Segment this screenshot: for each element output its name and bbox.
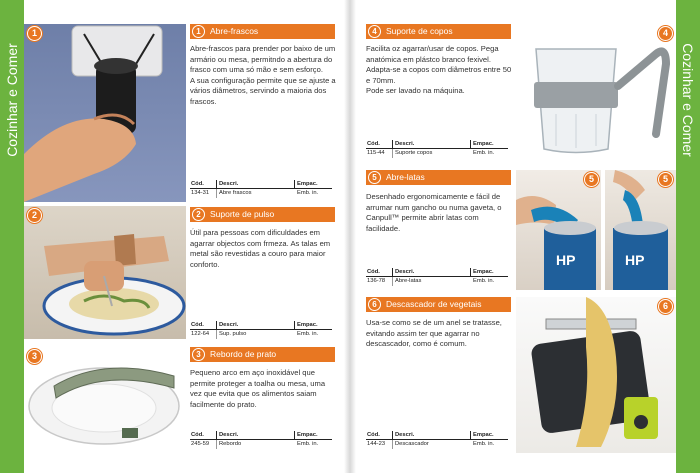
code-table [366,268,508,286]
photo-cup-holder [516,24,676,164]
col-cod: Cód. [366,431,393,439]
photo-badge: 4 [658,26,673,41]
cell-descr: Sup. pulso [219,331,247,337]
code-table [190,180,332,198]
cell-empac: Emb. in. [473,441,495,447]
col-empac: Empac. [297,181,318,187]
col-cod: Cód. [366,140,393,148]
item-number: 4 [368,25,381,38]
item-header [366,297,511,312]
svg-text:HP: HP [625,252,645,268]
section-tab-left [0,0,24,473]
item-number: 6 [368,298,381,311]
photo-wrist-support [24,206,186,339]
section-tab-label: Cozinhar e Comer [680,43,696,157]
cell-cod: 245-59 [190,440,217,449]
section-tab-label: Cozinhar e Comer [4,43,20,157]
item-description: Abre-frascos para prender por baixo de um armário ou mesa, permitndo a abertura do frasco com uma só mão e sem esforço. A sua configuração permite que se ajuste a vários diâmetros, servindo a maioria dos frascos. [190,44,336,106]
col-descr: Descri. [217,180,295,188]
cell-cod: 134-31 [190,189,217,198]
cell-cod: 144-23 [366,440,393,449]
cell-descr: Abre frascos [219,190,252,196]
page-spine [344,0,356,473]
cell-cod: 122-64 [190,330,217,339]
cell-empac: Emb. in. [473,150,495,156]
col-cod: Cód. [190,321,217,329]
photo-badge: 6 [658,299,673,314]
photo-badge: 2 [27,208,42,223]
col-empac: Empac. [473,269,494,275]
item-header [190,347,335,362]
cell-descr: Rebordo [219,441,242,447]
item-description: Pequeno arco em aço inoxidável que permite proteger a toalha ou mesa, uma vez que evita que os alimentos saiam facilmente do prato. [190,368,326,409]
item-title: Suporte de copos [386,26,453,36]
col-descr: Descri. [217,321,295,329]
item-number: 3 [192,348,205,361]
col-cod: Cód. [190,431,217,439]
cell-empac: Emb. in. [297,331,319,337]
item-description: Facilita oz agarrar/usar de copos. Pega anatómica em plástco branco fexivel. Adapta-se a copos com diâmetros entre 50 e 70mm. Pode ser lavado na máquina. [366,44,512,95]
cell-empac: Emb. in. [473,278,495,284]
col-cod: Cód. [366,268,393,276]
item-title: Suporte de pulso [210,209,275,219]
col-descr: Descri. [393,431,471,439]
photo-badge: 5 [658,172,673,187]
item-number: 2 [192,208,205,221]
item-title: Descascador de vegetais [386,299,482,309]
item-number: 1 [192,25,205,38]
code-table [190,321,332,339]
item-title: Abre-latas [386,172,425,182]
item-description: Usa-se como se de um anel se tratasse, evitando assim ter que agarrar no descascador, como é comum. [366,318,502,348]
item-title: Rebordo de prato [210,349,277,359]
photo-can-opener-a [516,170,601,290]
code-table [190,431,332,449]
photo-can-opener-b [605,170,676,290]
col-empac: Empac. [473,141,494,147]
section-tab-right [676,0,700,473]
col-empac: Empac. [473,432,494,438]
cell-empac: Emb. in. [297,190,319,196]
cell-cod: 136-78 [366,277,393,286]
item-number: 5 [368,171,381,184]
item-header [366,24,511,39]
photo-badge: 3 [27,349,42,364]
photo-badge: 1 [27,26,42,41]
photo-badge: 5 [584,172,599,187]
item-description: Desenhado ergonomicamente e fácil de arrumar num gancho ou numa gaveta, o Canpull™ permite abrir latas com facilidade. [366,192,502,233]
item-header [366,170,511,185]
item-header [190,207,335,222]
col-cod: Cód. [190,180,217,188]
item-header [190,24,335,39]
cell-empac: Emb. in. [297,441,319,447]
col-empac: Empac. [297,432,318,438]
photo-plate-guard [24,346,186,452]
cell-descr: Suporte copos [395,150,433,156]
col-empac: Empac. [297,322,318,328]
cell-cod: 115-44 [366,149,393,158]
svg-text:HP: HP [556,252,576,268]
photo-jar-opener [24,24,186,202]
photo-vegetable-peeler [516,297,676,453]
cell-descr: Abre-latas [395,278,422,284]
cell-descr: Descascador [395,441,429,447]
code-table [366,140,508,158]
col-descr: Descri. [393,140,471,148]
item-description: Útil para pessoas com dificuldades em agarrar objectos com frmeza. As talas em metal são revestidas a couro para maior conforto. [190,228,331,269]
item-title: Abre-frascos [210,26,259,36]
col-descr: Descri. [217,431,295,439]
code-table [366,431,508,449]
col-descr: Descri. [393,268,471,276]
